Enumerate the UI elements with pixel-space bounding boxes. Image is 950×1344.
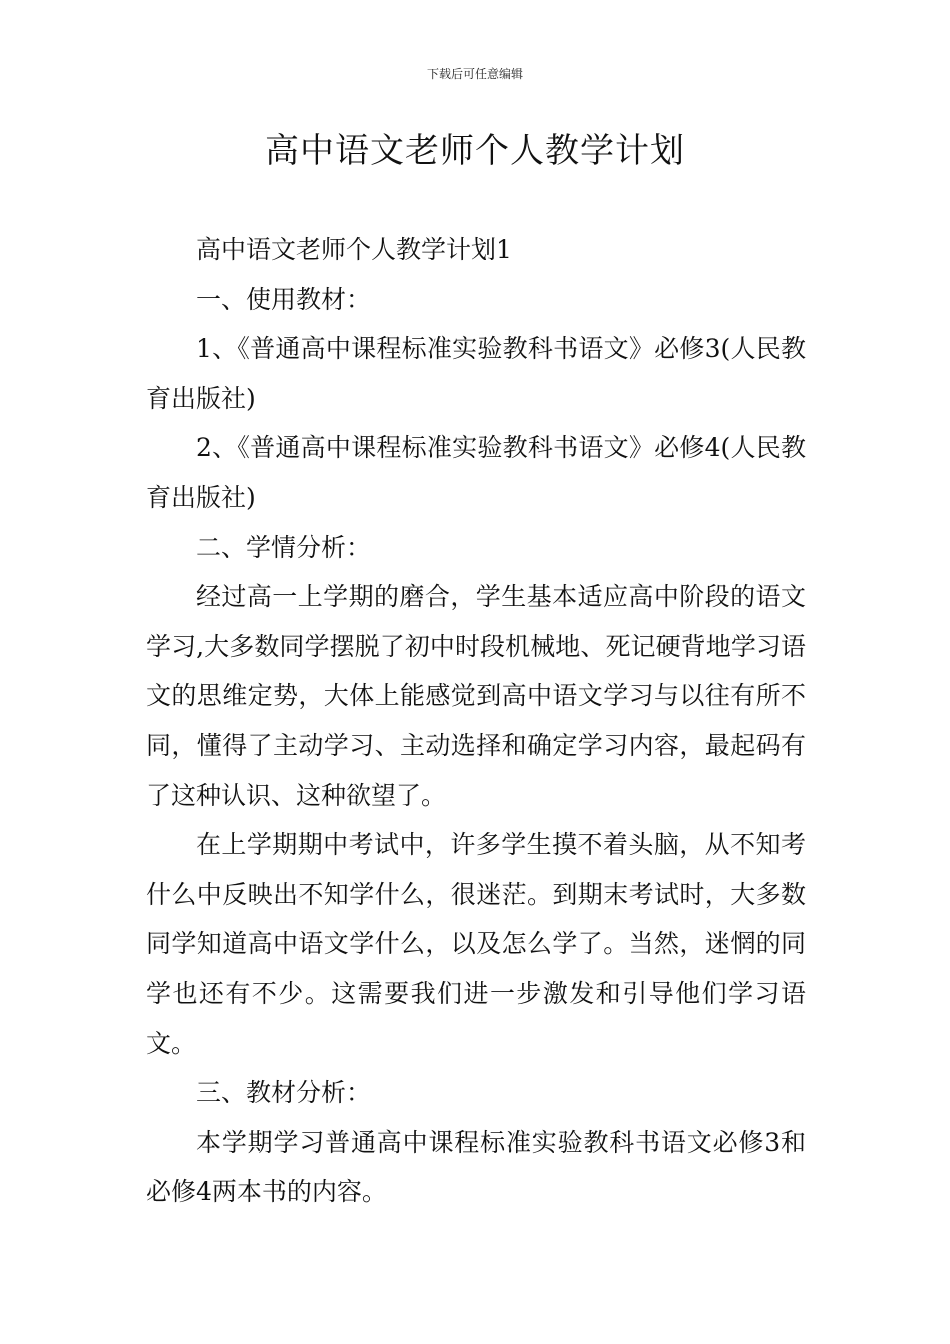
document-body	[146, 225, 806, 1217]
page-title: 高中语文老师个人教学计划	[265, 131, 685, 171]
section-heading-plan-1: 高中语文老师个人教学计划1	[196, 235, 512, 264]
paragraph-student-analysis-2: 在上学期期中考试中，许多学生摸不着头脑，从不知考什么中反映出不知学什么，很迷茫。到期末考试时，大多数同学知道高中语文学什么，以及怎么学了。当然，迷惘的同学也还有不少。这需要我们进一步激发和引导他们学习语文。	[146, 830, 806, 1058]
textbook-item-1: 1、《普通高中课程标准实验教科书语文》必修3(人民教育出版社)	[146, 334, 806, 413]
header-note: 下载后可任意编辑	[426, 67, 523, 81]
textbook-item-2: 2、《普通高中课程标准实验教科书语文》必修4(人民教育出版社)	[146, 433, 806, 512]
paragraph-student-analysis-1: 经过高一上学期的磨合，学生基本适应高中阶段的语文学习,大多数同学摆脱了初中时段机械地、死记硬背地学习语文的思维定势，大体上能感觉到高中语文学习与以往有所不同，懂得了主动学习、主动选择和确定学习内容，最起码有了这种认识、这种欲望了。	[146, 582, 806, 810]
section-heading-textbooks: 一、使用教材：	[196, 284, 372, 314]
section-heading-textbook-analysis: 三、教材分析：	[196, 1078, 372, 1108]
paragraph-textbook-analysis: 本学期学习普通高中课程标准实验教科书语文必修3和必修4两本书的内容。	[146, 1127, 806, 1207]
section-heading-student-analysis: 二、学情分析：	[196, 532, 372, 562]
